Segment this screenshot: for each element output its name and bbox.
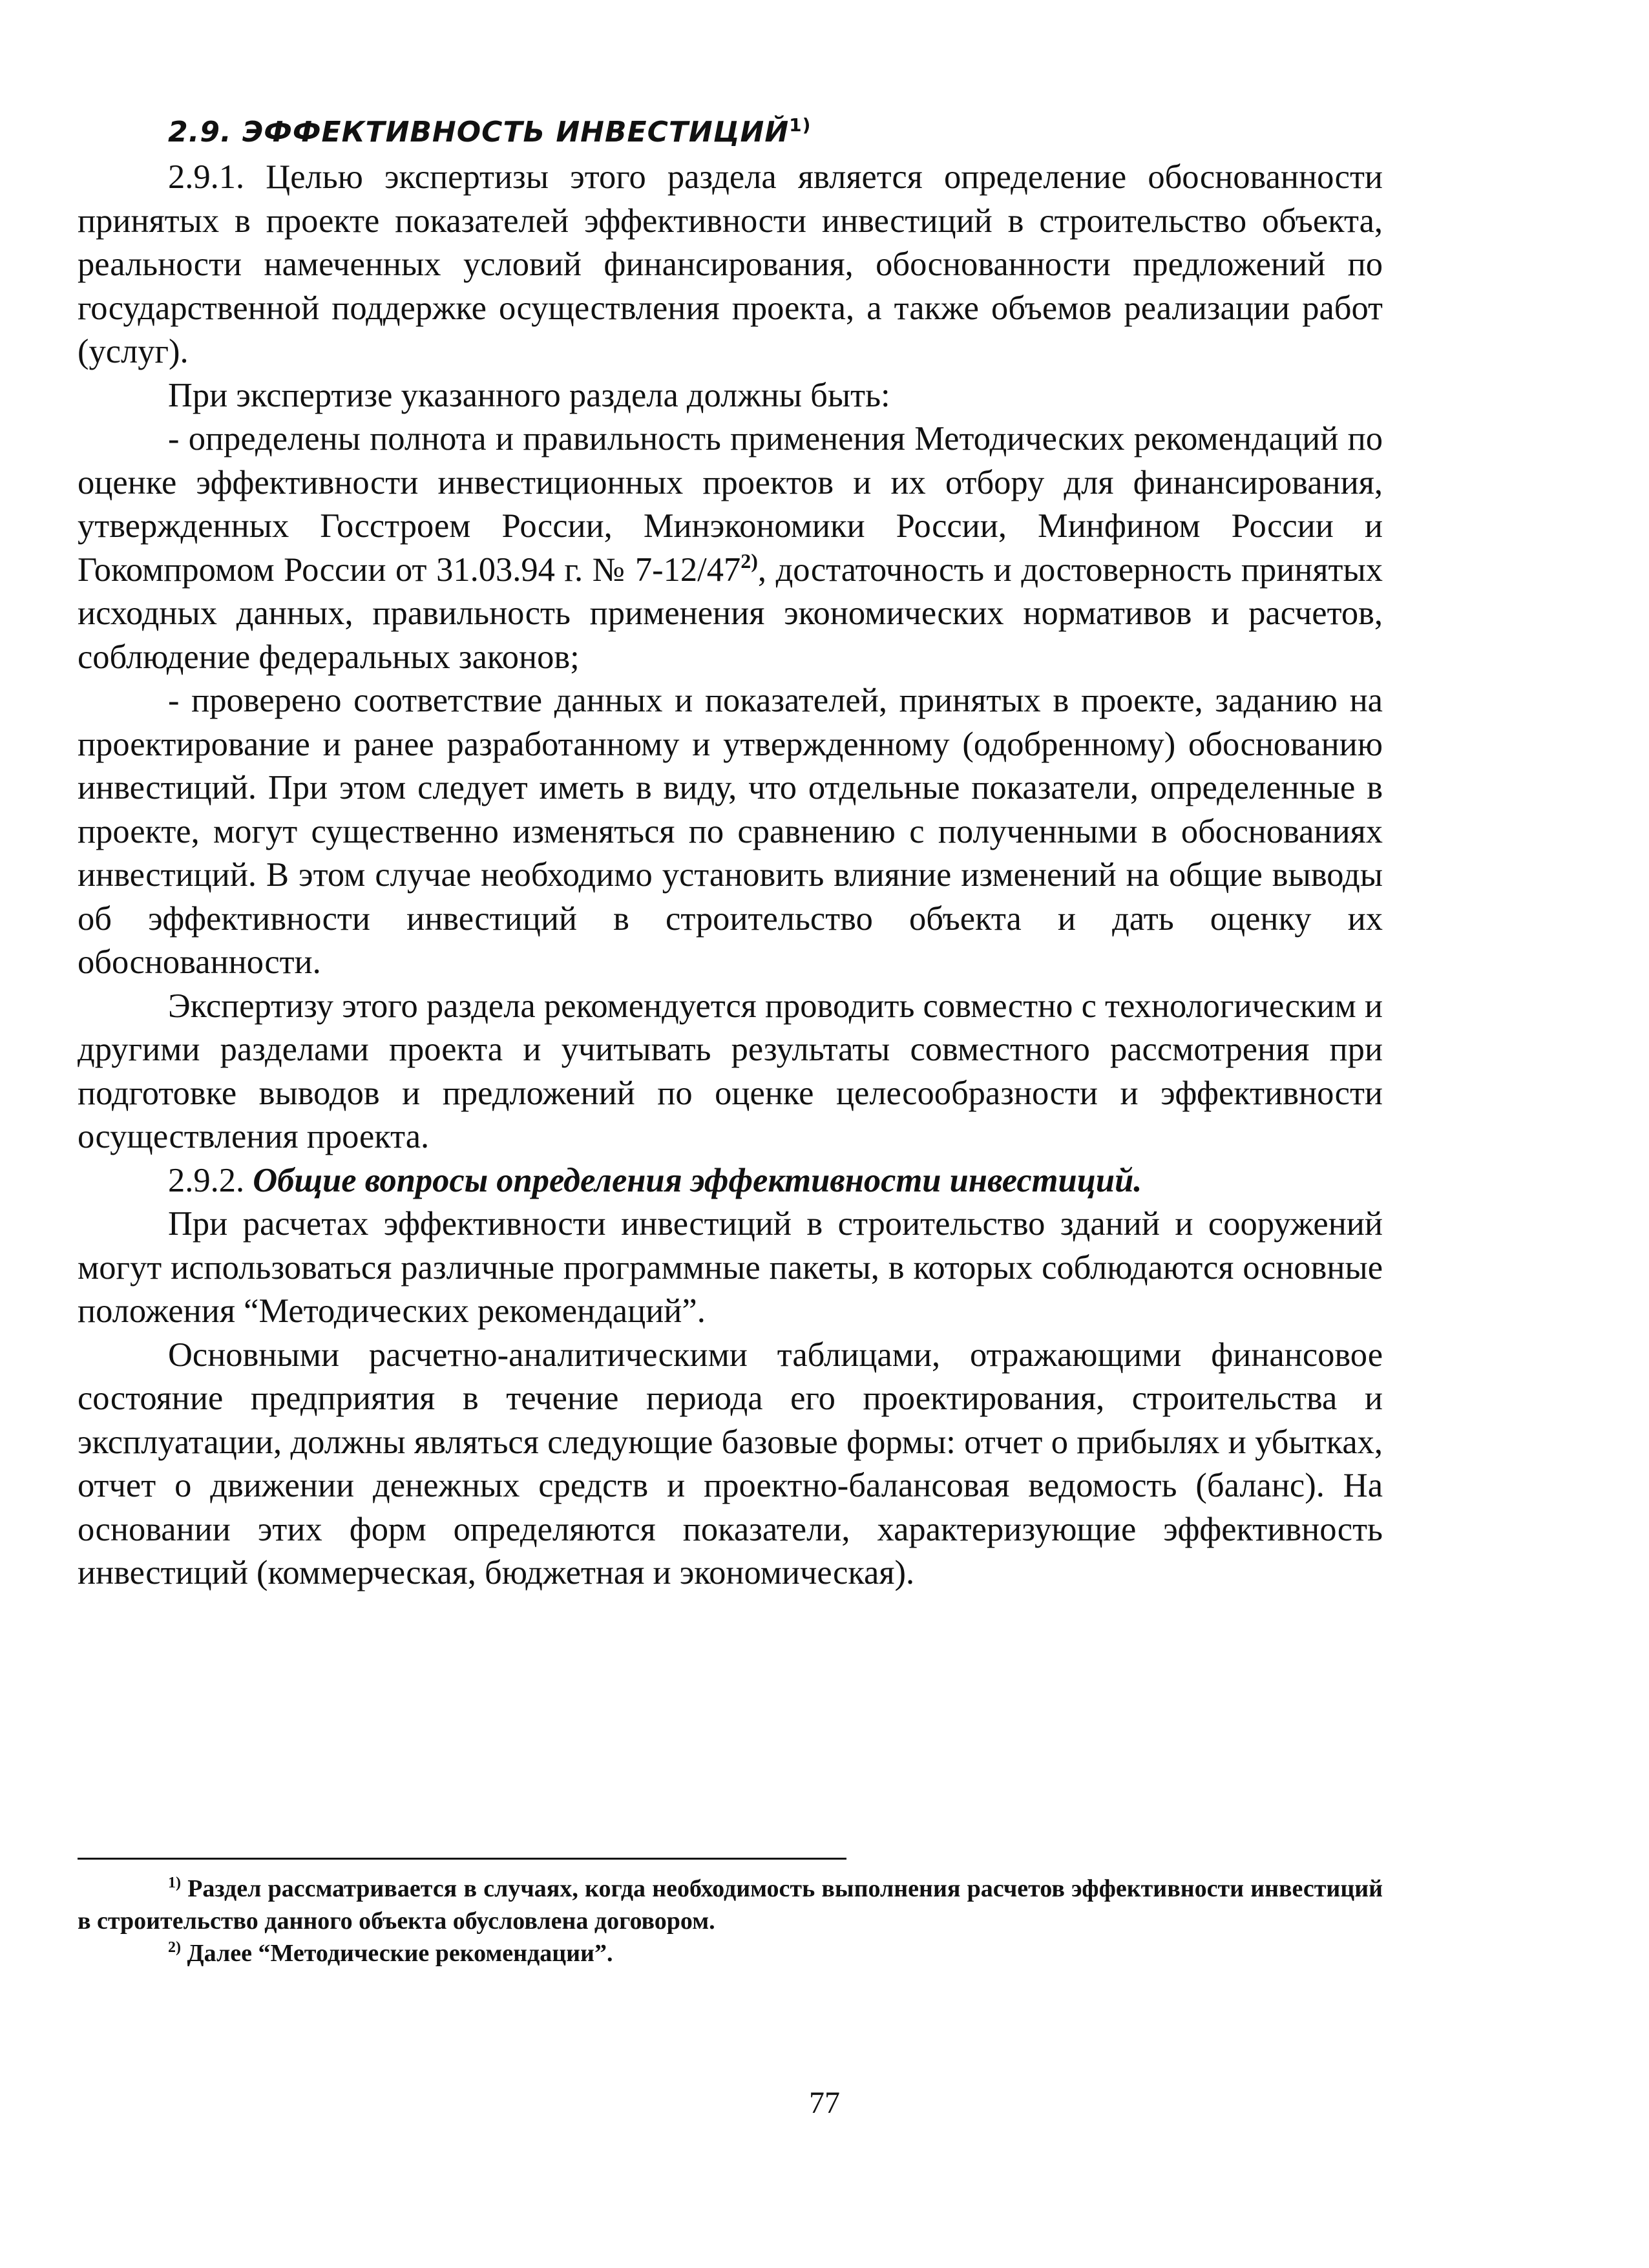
paragraph-4: - проверено соответствие данных и показателей, принятых в проекте, заданию на проектирование и ранее разработанному и утвержденному (одобренному) обоснованию инвестиций. При этом следует иметь в виду, что отдельные показатели, определенные в проекте, могут существенно изменяться по сравнению с полученными в обоснованиях инвестиций. В этом случае необходимо установить влияние изменений на общие выводы об эффективности инвестиций в строительство объекта и дать оценку их обоснованности. xyxy=(78,682,1383,981)
section-heading xyxy=(78,113,1383,152)
footnotes xyxy=(78,1873,1383,1969)
paragraph-2: При экспертизе указанного раздела должны быть: xyxy=(168,376,890,414)
page-number: 77 xyxy=(809,2086,840,2120)
footnote-ref-2: 2) xyxy=(740,549,758,572)
paragraph-7: Основными расчетно-аналитическими таблицами, отражающими финансовое состояние предприятия в течение периода его проектирования, строительства и эксплуатации, должны являться следующие базовые формы: отчет о прибылях и убытках, отчет о движении денежных средств и проектно-балансовая ведомость (баланс). На основании этих форм определяются показатели, характеризующие эффективность инвестиций (коммерческая, бюджетная и экономическая). xyxy=(78,1336,1383,1591)
paragraph-6: При расчетах эффективности инвестиций в строительство зданий и сооружений могут использоваться различные программные пакеты, в которых соблюдаются основные положения “Методических рекомендаций”. xyxy=(78,1205,1383,1330)
footnote-1 xyxy=(78,1873,1383,1937)
section-heading-text: 2.9. ЭФФЕКТИВНОСТЬ ИНВЕСТИЦИЙ xyxy=(168,116,790,149)
subsection-title: Общие вопросы определения эффективности инвестиций. xyxy=(253,1161,1142,1199)
paragraph-3 xyxy=(78,417,1383,679)
subsection-number: 2.9.2. xyxy=(168,1161,245,1199)
paragraph-5: Экспертизу этого раздела рекомендуется проводить совместно с технологическим и другими разделами проекта и учитывать результаты совместного рассмотрения при подготовке выводов и предложений по оценке целесообразности и эффективности осуществления проекта. xyxy=(78,987,1383,1155)
footnote-2-mark: 2) xyxy=(168,1939,181,1956)
page-body xyxy=(78,113,1383,1595)
footnote-2-text: Далее “Методические рекомендации”. xyxy=(187,1940,613,1967)
footnote-2 xyxy=(78,1937,1383,1969)
footnote-ref-1: 1) xyxy=(789,114,812,136)
paragraph-1: 2.9.1. Целью экспертизы этого раздела является определение обоснованности принятых в проекте показателей эффективности инвестиций в строительство объекта, реальности намеченных условий финансирования, обоснованности предложений по государственной поддержке осуществления проекта, а также объемов реализации работ (услуг). xyxy=(78,158,1383,370)
footnote-1-text: Раздел рассматривается в случаях, когда необходимость выполнения расчетов эффективности инвестиций в строительство данного объекта обусловлена договором. xyxy=(78,1875,1383,1935)
paragraph-3-tail: , достаточность и достоверность принятых исходных данных, правильность применения экономических нормативов и расчетов, соблюдение федеральных законов; xyxy=(78,551,1383,676)
footnote-divider xyxy=(78,1858,846,1860)
paragraph-3-text: - определены полнота и правильность применения Методических рекомендаций по оценке эффективности инвестиционных проектов и их отбору для финансирования, утвержденных Госстроем России, Минэкономики России, Минфином России и Гокомпромом России от 31.03.94 г. № 7-12/47 xyxy=(78,420,1383,589)
footnote-1-mark: 1) xyxy=(168,1874,181,1891)
subsection-heading xyxy=(78,1159,1383,1203)
